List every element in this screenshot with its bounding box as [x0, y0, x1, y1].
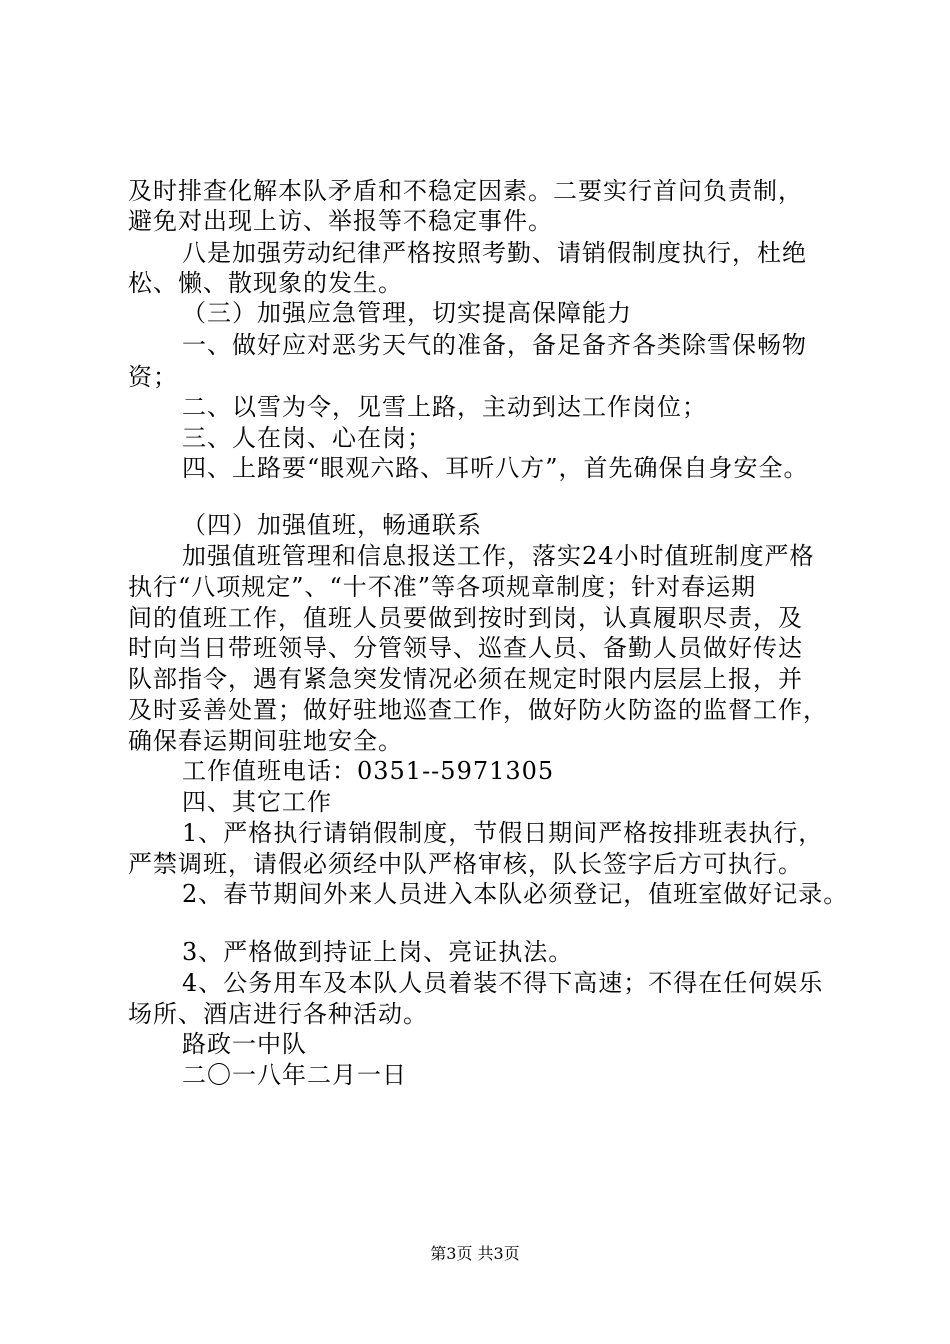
phone-line: 工作值班电话：0351--5971305	[182, 757, 555, 785]
signature-org: 路政一中队	[182, 1030, 307, 1058]
paragraph-line: 避免对出现上访、举报等不稳定事件。	[128, 207, 553, 235]
paragraph-line: 及时妥善处置；做好驻地巡查工作，做好防火防盗的监督工作，	[128, 696, 828, 724]
paragraph-line: 确保春运期间驻地安全。	[128, 727, 403, 755]
paragraph-line: 4、公务用车及本队人员着装不得下高速；不得在任何娱乐	[182, 969, 824, 997]
paragraph-line: 1、严格执行请销假制度，节假日期间严格按排班表执行，	[182, 819, 824, 847]
page-footer: 第3页 共3页	[430, 1244, 520, 1263]
paragraph-line: 四、上路要“眼观六路、耳听八方”，首先确保自身安全。	[182, 454, 809, 482]
paragraph-line: 间的值班工作，值班人员要做到按时到岗，认真履职尽责，及	[128, 604, 803, 632]
paragraph-line: 加强值班管理和信息报送工作，落实24小时值班制度严格	[182, 542, 815, 570]
section-heading: 四、其它工作	[182, 788, 332, 816]
signature-date: 二〇一八年二月一日	[182, 1061, 407, 1089]
paragraph-line: 三、人在岗、心在岗；	[182, 424, 432, 452]
section-heading: （四）加强值班，畅通联系	[182, 511, 482, 539]
paragraph-line: 松、懒、散现象的发生。	[128, 269, 403, 297]
paragraph-line: 严禁调班，请假必须经中队严格审核，队长签字后方可执行。	[128, 850, 803, 878]
paragraph-line: 队部指令，遇有紧急突发情况必须在规定时限内层层上报，并	[128, 665, 803, 693]
paragraph-line: 2、春节期间外来人员进入本队必须登记，值班室做好记录。	[182, 880, 849, 908]
paragraph-line: 二、以雪为令，见雪上路，主动到达工作岗位；	[182, 393, 707, 421]
paragraph-line: 资；	[128, 363, 178, 391]
section-heading: （三）加强应急管理，切实提高保障能力	[182, 299, 632, 327]
paragraph-line: 场所、酒店进行各种活动。	[128, 1000, 428, 1028]
paragraph-line: 3、严格做到持证上岗、亮证执法。	[182, 938, 574, 966]
paragraph-line: 执行“八项规定”、“十不准”等各项规章制度；针对春运期	[128, 573, 757, 601]
paragraph-line: 八是加强劳动纪律严格按照考勤、请销假制度执行，杜绝	[182, 239, 807, 267]
paragraph-line: 时向当日带班领导、分管领导、巡查人员、备勤人员做好传达	[128, 634, 803, 662]
paragraph-line: 一、做好应对恶劣天气的准备，备足备齐各类除雪保畅物	[182, 331, 807, 359]
paragraph-line: 及时排查化解本队矛盾和不稳定因素。二要实行首问负责制，	[128, 177, 803, 205]
